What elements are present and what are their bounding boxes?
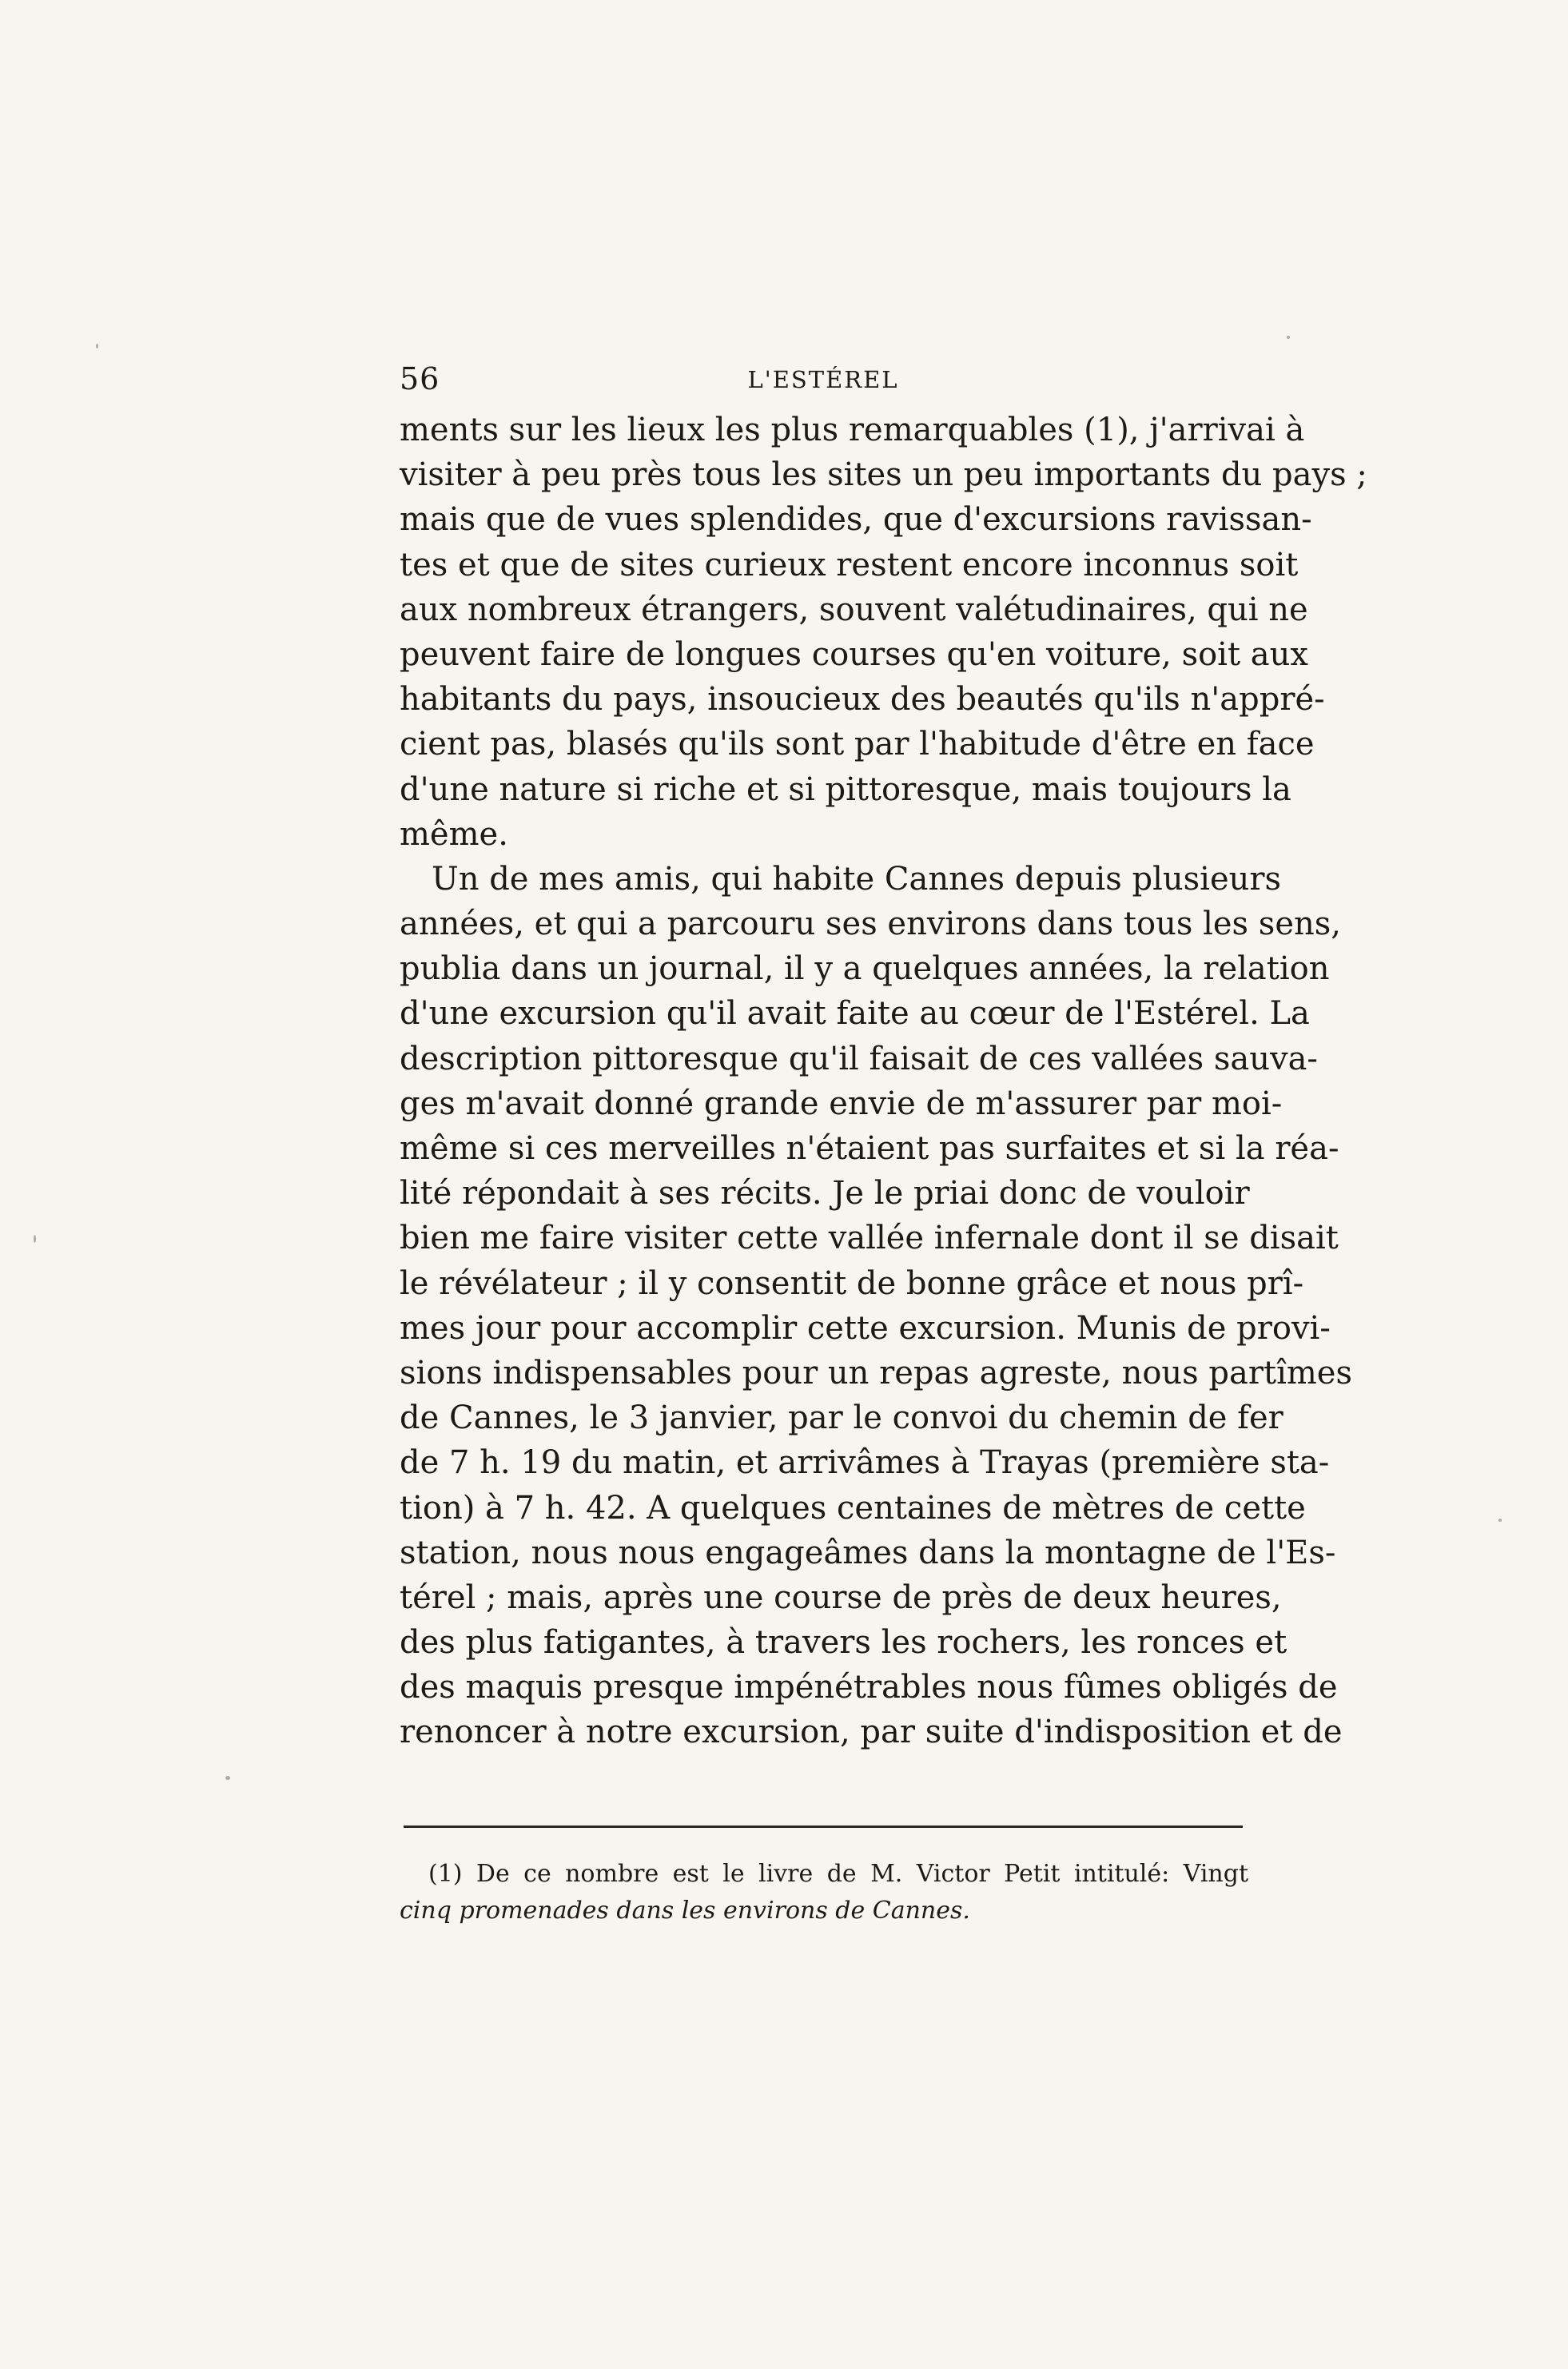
footnote-rule [404,1826,1243,1828]
text-line: d'une excursion qu'il avait faite au cœur de l'Estérel. La [400,995,1310,1033]
paper-speck [96,344,98,348]
text-line: Un de mes amis, qui habite Cannes depuis plusieurs [432,860,1282,898]
text-line: station, nous nous engageâmes dans la montagne de l'Es- [400,1534,1336,1571]
text-line: mes jour pour accomplir cette excursion. Munis de provi- [400,1309,1331,1347]
paper-speck [225,1776,230,1780]
text-line: le révélateur ; il y consentit de bonne grâce et nous prî- [400,1264,1304,1302]
text-line: même si ces merveilles n'étaient pas surfaites et si la réa- [400,1130,1339,1167]
paper-speck [1287,336,1290,339]
text-line: habitants du pays, insoucieux des beautés qu'ils n'appré- [400,681,1325,719]
text-line: aux nombreux étrangers, souvent valétudinaires, qui ne [400,591,1308,628]
footnote-line: cinq promenades dans les environs de Cannes. [400,1897,970,1925]
text-line: publia dans un journal, il y a quelques années, la relation [400,950,1330,988]
text-line: de Cannes, le 3 janvier, par le convoi du chemin de fer [400,1400,1283,1437]
text-line: même. [400,815,508,853]
paper-speck [34,1235,36,1243]
text-line: description pittoresque qu'il faisait de ces vallées sauva- [400,1040,1318,1077]
text-line: visiter à peu près tous les sites un peu importants du pays ; [400,456,1367,494]
text-line: mais que de vues splendides, que d'excursions ravissan- [400,501,1312,539]
footnote [400,1856,1248,1929]
body-text [400,408,1367,1755]
text-line: de 7 h. 19 du matin, et arrivâmes à Trayas (première sta- [400,1444,1330,1482]
text-line: cient pas, blasés qu'ils sont par l'habitude d'être en face [400,726,1315,763]
text-line: tion) à 7 h. 42. A quelques centaines de mètres de cette [400,1489,1306,1527]
text-line: des maquis presque impénétrables nous fûmes obligés de [400,1669,1338,1706]
text-line: lité répondait à ses récits. Je le priai donc de vouloir [400,1175,1250,1212]
running-title: L'ESTÉREL [747,366,899,393]
text-line: bien me faire visiter cette vallée infernale dont il se disait [400,1220,1339,1257]
text-line: térel ; mais, après une course de près de deux heures, [400,1579,1282,1616]
text-line: renoncer à notre excursion, par suite d'indisposition et de [400,1714,1343,1751]
text-line: des plus fatigantes, à travers les rochers, les ronces et [400,1624,1287,1662]
text-line: peuvent faire de longues courses qu'en voiture, soit aux [400,635,1308,673]
text-line: ments sur les lieux les plus remarquables (1), j'arrivai à [400,412,1305,448]
page-header [400,361,1247,409]
footnote-line: (1) De ce nombre est le livre de M. Victor Petit intitulé: Vingt [428,1860,1248,1888]
text-line: ges m'avait donné grande envie de m'assurer par moi- [400,1085,1283,1122]
text-line: tes et que de sites curieux restent encore inconnus soit [400,546,1299,583]
paper-speck [1498,1519,1502,1522]
text-line: sions indispensables pour un repas agreste, nous partîmes [400,1354,1352,1392]
text-line: années, et qui a parcouru ses environs dans tous les sens, [400,906,1341,943]
page-number: 56 [400,361,440,396]
text-line: d'une nature si riche et si pittoresque, mais toujours la [400,770,1291,808]
